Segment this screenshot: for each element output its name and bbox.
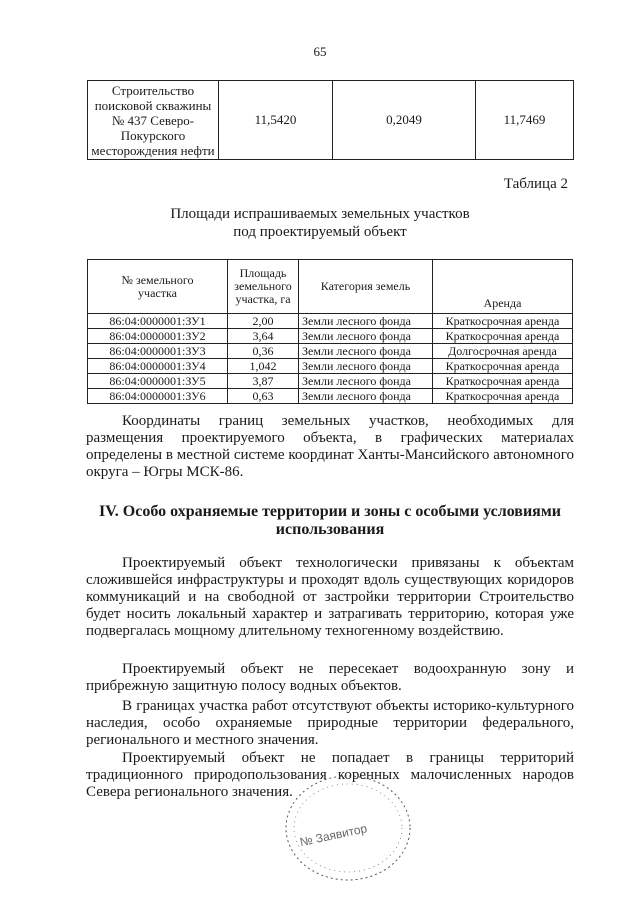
page-number: 65	[313, 44, 327, 59]
table-title-line: под проектируемый объект	[233, 224, 407, 240]
header-area	[228, 260, 299, 314]
project-name-line: месторождения нефти	[91, 142, 215, 158]
table-header-row	[88, 260, 573, 314]
lease-cell: Краткосрочная аренда	[432, 389, 572, 404]
table-title	[0, 205, 640, 241]
project-name-line: поисковой скважины	[94, 97, 212, 113]
plot-number-cell: 86:04:0000001:ЗУ6	[88, 389, 228, 404]
table-row	[88, 359, 573, 374]
header-line: земельного	[234, 279, 292, 293]
category-cell: Земли лесного фонда	[299, 374, 433, 389]
header-lease: Аренда	[432, 260, 572, 314]
area-cell: 3,64	[228, 329, 299, 344]
lease-cell: Долгосрочная аренда	[432, 344, 572, 359]
table-row	[88, 389, 573, 404]
project-name-line: Покурского	[120, 127, 186, 143]
table-row	[88, 314, 573, 329]
table-row	[88, 329, 573, 344]
stamp-text: № Заявитор	[298, 821, 369, 850]
header-line: участка, га	[235, 292, 291, 306]
coordinates-paragraph: Координаты границ земельных участков, необходимых для размещения проектируемого объекта, в графических материалах определены в местной системе координат Ханты-Мансийского автономного округа – Югры МСК-86.	[86, 413, 574, 480]
area-cell: 3,87	[228, 374, 299, 389]
header-line: участка	[138, 285, 177, 300]
header-line: № земельного	[121, 272, 194, 287]
paragraph: Проектируемый объект технологически привязаны к объектам сложившейся инфраструктуры и проходят вдоль существующих коридоров коммуникаций и на свободной от застройки территории Строительство будет носить локальный характер и затрагивать территорию, которая уже подвергалась мощному длительному техногенному воздействию.	[86, 555, 574, 639]
paragraph: Проектируемый объект не попадает в границы территорий традиционного природопользования коренных малочисленных народов Севера регионального значения.	[86, 750, 574, 800]
project-name-line: Строительство	[111, 82, 195, 98]
value-cell: 11,7469	[476, 81, 574, 160]
stamp-seal	[270, 768, 420, 888]
plot-number-cell: 86:04:0000001:ЗУ2	[88, 329, 228, 344]
table-row	[88, 344, 573, 359]
paragraph: В границах участка работ отсутствуют объекты историко-культурного наследия, особо охраняемые природные территории федерального, регионального и местного значения.	[86, 698, 574, 748]
category-cell: Земли лесного фонда	[299, 359, 433, 374]
category-cell: Земли лесного фонда	[299, 314, 433, 329]
previous-table	[87, 80, 574, 160]
table-row	[88, 374, 573, 389]
plot-number-cell: 86:04:0000001:ЗУ3	[88, 344, 228, 359]
header-plot-number	[88, 260, 228, 314]
header-line: Площадь	[239, 266, 287, 280]
value-cell: 0,2049	[333, 81, 476, 160]
area-cell: 2,00	[228, 314, 299, 329]
plot-number-cell: 86:04:0000001:ЗУ1	[88, 314, 228, 329]
lease-cell: Краткосрочная аренда	[432, 329, 572, 344]
category-cell: Земли лесного фонда	[299, 389, 433, 404]
lease-cell: Краткосрочная аренда	[432, 359, 572, 374]
project-name-line: № 437 Северо-	[111, 112, 195, 128]
category-cell: Земли лесного фонда	[299, 329, 433, 344]
value-cell: 11,5420	[219, 81, 333, 160]
table-row	[88, 81, 574, 160]
paragraph: Проектируемый объект не пересекает водоохранную зону и прибрежную защитную полосу водных объектов.	[86, 661, 574, 694]
section-heading: IV. Особо охраняемые территории и зоны с особыми условиями использования	[99, 503, 561, 538]
plots-table	[87, 259, 573, 404]
table-caption: Таблица 2	[503, 176, 568, 192]
lease-cell: Краткосрочная аренда	[432, 314, 572, 329]
plot-number-cell: 86:04:0000001:ЗУ4	[88, 359, 228, 374]
category-cell: Земли лесного фонда	[299, 344, 433, 359]
area-cell: 0,63	[228, 389, 299, 404]
table-title-line: Площади испрашиваемых земельных участков	[170, 206, 470, 222]
area-cell: 1,042	[228, 359, 299, 374]
project-name-cell	[88, 81, 219, 160]
area-cell: 0,36	[228, 344, 299, 359]
lease-cell: Краткосрочная аренда	[432, 374, 572, 389]
header-category: Категория земель	[299, 260, 433, 314]
plot-number-cell: 86:04:0000001:ЗУ5	[88, 374, 228, 389]
